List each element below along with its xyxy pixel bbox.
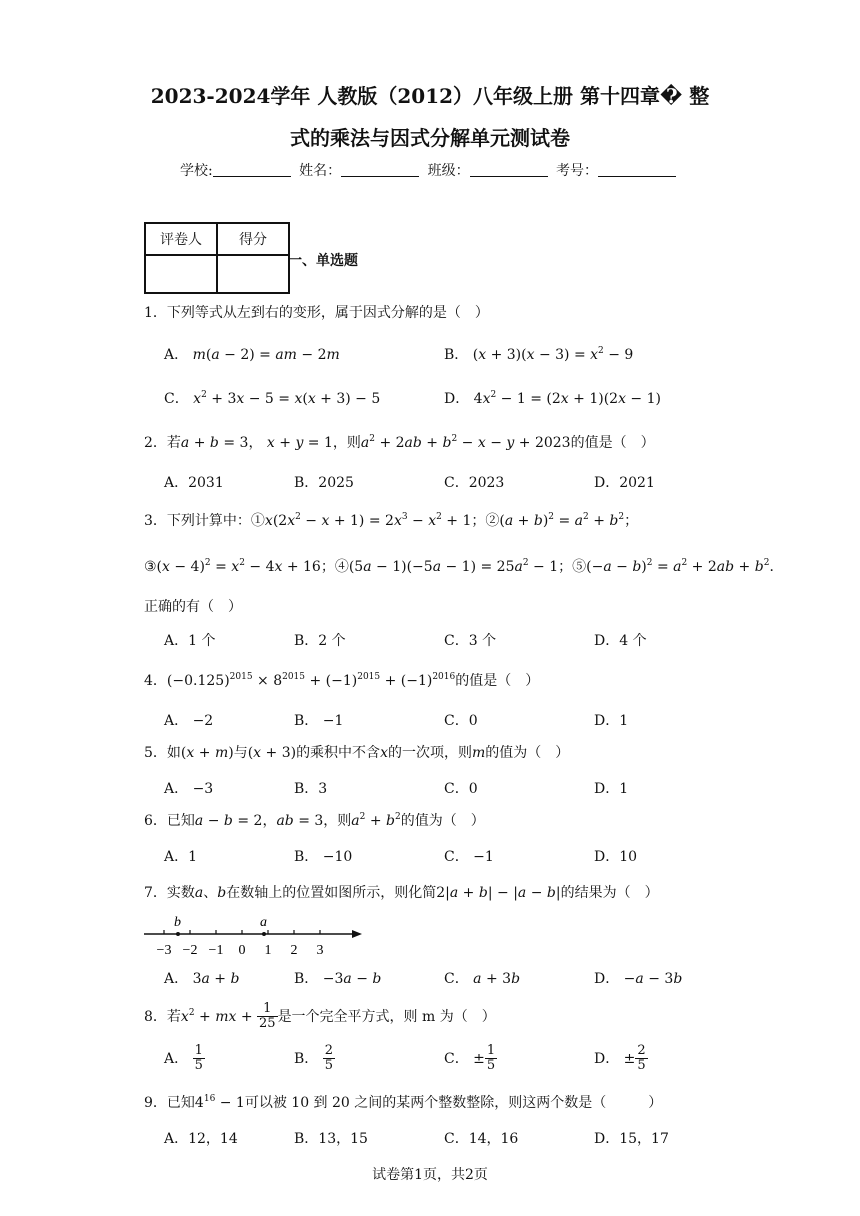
q7-option-c[interactable]: C． a + 3b: [444, 971, 521, 987]
q9-option-c[interactable]: C．14，16: [444, 1131, 519, 1147]
q6-option-d[interactable]: D．10: [594, 849, 638, 865]
label-b: b: [174, 915, 181, 930]
q8-option-c[interactable]: C． ± $\frac{1}{5}$: [444, 1043, 496, 1074]
q8-option-d[interactable]: D． ± $\frac{2}{5}$: [594, 1043, 646, 1074]
q1-option-c[interactable]: C． $x^2 + 3x - 5 = x(x + 3) - 5$: [164, 390, 381, 407]
q2-option-b[interactable]: B．2025: [294, 475, 354, 491]
page-footer: 试卷第1页，共2页: [372, 1167, 488, 1183]
q5-option-a[interactable]: A． −3: [164, 781, 214, 797]
exam-no-field[interactable]: [598, 163, 676, 177]
q6-option-c[interactable]: C． −1: [444, 849, 494, 865]
q1-option-b[interactable]: B． $(x + 3)(x - 3) = x^2 - 9$: [444, 346, 634, 363]
q5-option-d[interactable]: D．1: [594, 781, 629, 797]
q4-option-a[interactable]: A． −2: [164, 713, 214, 729]
question-8: 8．若$x^2$ + mx + $\frac{1}{25}$ 是一个完全平方式，则 m 为（ ）: [144, 1001, 496, 1032]
q7-option-b[interactable]: B． −3a − b: [294, 971, 382, 987]
label-a: a: [260, 915, 267, 930]
title-line-2: 式的乘法与因式分解单元测试卷: [290, 126, 570, 150]
question-4: 4．$(-0.125)^{2015} \times 8^{2015} + (-1)^{2015} + (-1)^{2016}$的值是（ ）: [144, 672, 540, 689]
school-label: 学校:: [179, 163, 213, 179]
q4-option-b[interactable]: B． −1: [294, 713, 344, 729]
q8-option-a[interactable]: A． $\frac{1}{5}$: [164, 1043, 203, 1074]
q5-option-b[interactable]: B．3: [294, 781, 328, 797]
point-a: [262, 932, 266, 936]
reviewer-cell[interactable]: [145, 255, 217, 293]
number-line-diagram: [140, 912, 370, 960]
q7-option-d[interactable]: D． −a − 3b: [594, 971, 683, 987]
q2-option-c[interactable]: C．2023: [444, 475, 505, 491]
score-table: [144, 222, 290, 294]
q2-option-a[interactable]: A．2031: [164, 475, 224, 491]
school-field[interactable]: [213, 163, 291, 177]
question-1: 1．下列等式从左到右的变形，属于因式分解的是（ ）: [144, 305, 489, 321]
question-7: 7．实数a、b在数轴上的位置如图所示，则化简2|a + b| − |a − b|的结果为（ ）: [144, 885, 659, 901]
section-heading: 一、单选题: [288, 253, 358, 269]
q8-option-b[interactable]: B． $\frac{2}{5}$: [294, 1043, 334, 1074]
question-2: 2．若a + b = 3， x + y = 1，则$a^2 + 2ab + b^2 - x - y + 2023$的值是（ ）: [144, 434, 655, 451]
q1-option-d[interactable]: D． $4x^2 - 1 = (2x + 1)(2x - 1)$: [444, 390, 661, 407]
title-line-1: 2023-2024学年 人教版（2012）八年级上册 第十四章� 整: [150, 84, 710, 108]
class-label: 班级：: [427, 163, 470, 179]
name-label: 姓名：: [299, 163, 342, 179]
point-b: [176, 932, 180, 936]
name-field[interactable]: [341, 163, 419, 177]
tick-label: 1: [264, 943, 272, 958]
q3-option-a[interactable]: A．1 个: [164, 633, 216, 649]
q5-option-c[interactable]: C．0: [444, 781, 478, 797]
q9-option-a[interactable]: A．12，14: [164, 1131, 238, 1147]
q3-option-d[interactable]: D．4 个: [594, 633, 647, 649]
q4-option-d[interactable]: D．1: [594, 713, 629, 729]
tick-label: −1: [208, 943, 224, 958]
q7-option-a[interactable]: A． 3a + b: [164, 971, 240, 987]
q3-option-b[interactable]: B．2 个: [294, 633, 346, 649]
score-header: 得分: [217, 223, 289, 255]
question-6: 6．已知a − b = 2，ab = 3，则$a^2 + b^2$的值为（ ）: [144, 812, 485, 829]
tick-label: −2: [182, 943, 198, 958]
question-9: 9．已知$4^{16} - 1$可以被 10 到 20 之间的某两个整数整除，则这两个数是（ ）: [144, 1094, 663, 1111]
tick-label: 2: [290, 943, 298, 958]
tick-label: −3: [156, 943, 172, 958]
reviewer-header: 评卷人: [145, 223, 217, 255]
score-cell[interactable]: [217, 255, 289, 293]
exam-no-label: 考号：: [556, 163, 599, 179]
q6-option-b[interactable]: B． −10: [294, 849, 353, 865]
q1-option-a[interactable]: A． m(a − 2) = am − 2m: [164, 347, 340, 363]
question-3: 3．下列计算中：$①x(2x^2 - x + 1) = 2x^3 - x^2 + 1$；②(a + $b)^2 = a^2 + b^2$；: [144, 512, 639, 529]
q6-option-a[interactable]: A．1: [164, 849, 198, 865]
q9-option-d[interactable]: D．15，17: [594, 1131, 669, 1147]
question-3-line3: 正确的有（ ）: [144, 599, 242, 615]
tick-label: 0: [238, 943, 246, 958]
question-3-cont: ③(x − $4)^2 = x^2 - 4x + 16$；④(5a − $1)(-5a - 1) = 25a^2 - 1$；⑤(−a − $b)^2 = a^2 + 2ab + b^2$．: [144, 558, 784, 575]
q4-option-c[interactable]: C．0: [444, 713, 478, 729]
tick-label: 3: [316, 943, 324, 958]
question-5: 5．如(x + m)与(x + 3)的乘积中不含x的一次项，则m的值为（ ）: [144, 745, 570, 761]
number-line-arrow: [352, 930, 362, 938]
q9-option-b[interactable]: B．13，15: [294, 1131, 368, 1147]
class-field[interactable]: [470, 163, 548, 177]
student-info: [0, 160, 860, 180]
q2-option-d[interactable]: D．2021: [594, 475, 655, 491]
q3-option-c[interactable]: C．3 个: [444, 633, 497, 649]
